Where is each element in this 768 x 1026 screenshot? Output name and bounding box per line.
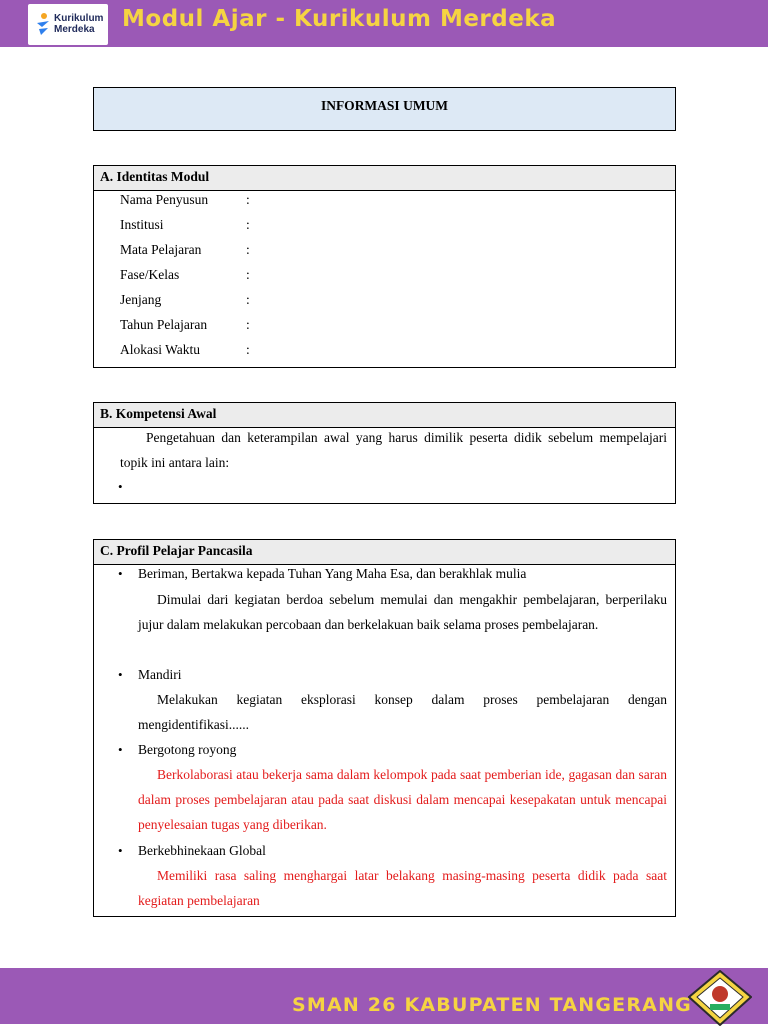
page-footer [0, 968, 768, 1024]
bullet: • [118, 667, 123, 682]
footer-school-name: SMAN 26 KABUPATEN TANGERANG [292, 994, 692, 1016]
profil-item-desc: Melakukan kegiatan eksplorasi konsep dalam proses pembelajaran dengan mengidentifikasi...... [138, 692, 667, 732]
section-c-title: C. Profil Pelajar Pancasila [100, 543, 253, 558]
section-b-title: B. Kompetensi Awal [100, 406, 217, 421]
info-umum-title: INFORMASI UMUM [320, 98, 449, 113]
header-title: Modul Ajar - Kurikulum Merdeka [122, 6, 557, 32]
field-label-jenjang: Jenjang [120, 292, 162, 307]
profil-item-title: Berkebhinekaan Global [138, 843, 266, 858]
field-sep: : [246, 267, 250, 282]
kompetensi-awal-paragraph: Pengetahuan dan keterampilan awal yang harus dimilik peserta didik sebelum mempelajari topik ini antara lain: [120, 430, 667, 470]
field-label-alokasi-waktu: Alokasi Waktu [120, 342, 201, 357]
field-label-tahun-pelajaran: Tahun Pelajaran [120, 317, 208, 332]
kurikulum-merdeka-logo [28, 4, 108, 45]
logo-text-line1: Kurikulum [54, 13, 104, 24]
logo-figure-icon [33, 11, 55, 39]
logo-text-line2: Merdeka [54, 24, 95, 35]
bullet: • [118, 742, 123, 757]
profil-item-desc: Dimulai dari kegiatan berdoa sebelum memulai dan mengakhir pembelajaran, berperilaku jujur dalam melakukan percobaan dan berkelakuan baik selama proses pembelajaran. [138, 592, 667, 632]
field-sep: : [246, 242, 250, 257]
section-c-header [94, 540, 675, 565]
bullet: • [118, 843, 123, 858]
profil-item-title: Mandiri [138, 667, 182, 682]
field-label-fase-kelas: Fase/Kelas [120, 267, 180, 282]
profil-item-title: Bergotong royong [138, 742, 237, 757]
field-label-nama-penyusun: Nama Penyusun [120, 192, 209, 207]
section-a-header [94, 166, 675, 191]
section-identitas-modul [93, 165, 676, 368]
field-label-institusi: Institusi [120, 217, 164, 232]
info-umum-box [93, 87, 676, 131]
field-sep: : [246, 342, 250, 357]
field-sep: : [246, 192, 250, 207]
profil-item-title: Beriman, Bertakwa kepada Tuhan Yang Maha Esa, dan berakhlak mulia [138, 566, 527, 581]
profil-item-desc: Memiliki rasa saling menghargai latar belakang masing-masing peserta didik pada saat kegiatan pembelajaran [138, 868, 667, 908]
empty-bullet: • [118, 479, 123, 494]
page-header [0, 0, 768, 49]
bullet: • [118, 566, 123, 581]
field-sep: : [246, 292, 250, 307]
field-label-mata-pelajaran: Mata Pelajaran [120, 242, 202, 257]
field-sep: : [246, 317, 250, 332]
section-profil-pelajar-pancasila [93, 539, 676, 917]
field-sep: : [246, 217, 250, 232]
school-crest-icon [688, 970, 752, 1026]
section-a-title: A. Identitas Modul [100, 169, 210, 184]
profil-item-desc: Berkolaborasi atau bekerja sama dalam kelompok pada saat pemberian ide, gagasan dan saran dalam proses pembelajaran atau pada saat diskusi dalam mencapai kesepakatan untuk mencapai penyelesaian tugas yang diberikan. [138, 767, 667, 832]
section-kompetensi-awal [93, 402, 676, 504]
